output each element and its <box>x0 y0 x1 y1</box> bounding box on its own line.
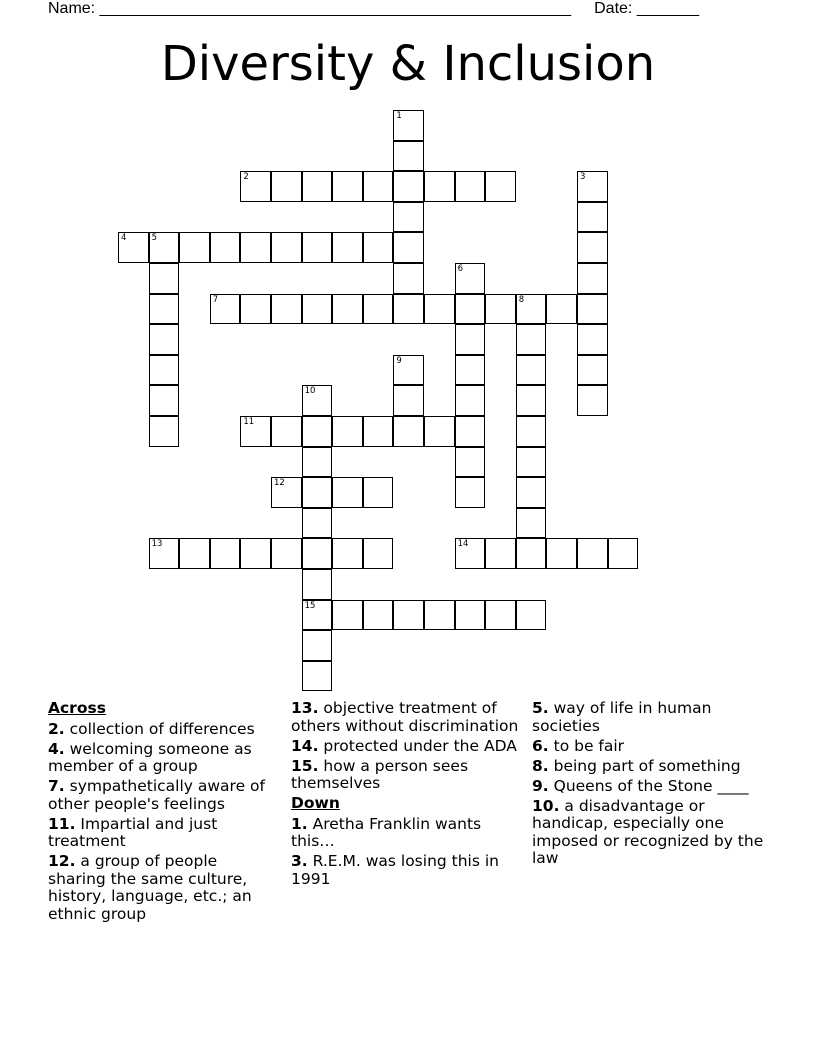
grid-cell[interactable] <box>577 355 608 386</box>
across-heading: Across <box>48 699 106 717</box>
grid-cell[interactable] <box>393 294 424 325</box>
clue-across-13: 13. objective treatment of others without discrimination <box>291 699 519 735</box>
grid-cell[interactable] <box>546 294 577 325</box>
grid-cell[interactable] <box>577 202 608 233</box>
grid-cell[interactable] <box>363 171 394 202</box>
grid-cell[interactable] <box>302 171 333 202</box>
grid-cell[interactable] <box>485 294 516 325</box>
grid-cell[interactable] <box>516 294 547 325</box>
grid-cell[interactable] <box>455 171 486 202</box>
grid-cell[interactable] <box>455 538 486 569</box>
grid-cell[interactable] <box>455 355 486 386</box>
grid-cell[interactable] <box>393 416 424 447</box>
clue-number: 7 <box>212 294 219 305</box>
grid-cell[interactable] <box>516 385 547 416</box>
grid-cell[interactable] <box>149 324 180 355</box>
grid-cell[interactable] <box>516 600 547 631</box>
grid-cell[interactable] <box>393 232 424 263</box>
grid-cell[interactable] <box>393 171 424 202</box>
grid-cell[interactable] <box>271 294 302 325</box>
clue-across-14: 14. protected under the ADA <box>291 736 517 755</box>
grid-cell[interactable] <box>363 538 394 569</box>
grid-cell[interactable] <box>516 477 547 508</box>
grid-cell[interactable] <box>302 569 333 600</box>
grid-cell[interactable] <box>577 294 608 325</box>
grid-cell[interactable] <box>302 538 333 569</box>
header-line <box>48 0 748 20</box>
grid-cell[interactable] <box>271 538 302 569</box>
grid-cell[interactable] <box>210 538 241 569</box>
grid-cell[interactable] <box>608 538 639 569</box>
grid-cell[interactable] <box>577 263 608 294</box>
name-field[interactable]: _____________________________________________________ <box>99 0 572 17</box>
grid-cell[interactable] <box>240 294 271 325</box>
grid-cell[interactable] <box>363 600 394 631</box>
grid-cell[interactable] <box>393 600 424 631</box>
clue-number: 13 <box>151 539 163 550</box>
grid-cell[interactable] <box>516 447 547 478</box>
grid-cell[interactable] <box>302 630 333 661</box>
clue-down-6: 6. to be fair <box>532 736 625 755</box>
grid-cell[interactable] <box>332 232 363 263</box>
grid-cell[interactable] <box>302 294 333 325</box>
grid-cell[interactable] <box>363 416 394 447</box>
grid-cell[interactable] <box>149 385 180 416</box>
grid-cell[interactable] <box>302 416 333 447</box>
grid-cell[interactable] <box>455 416 486 447</box>
grid-cell[interactable] <box>271 477 302 508</box>
clue-across-11: 11. Impartial and just treatment <box>48 814 218 850</box>
clue-number: 9 <box>396 355 402 366</box>
clue-number: 12 <box>274 478 285 489</box>
date-field[interactable]: _______ <box>636 0 700 17</box>
grid-cell[interactable] <box>179 538 210 569</box>
down-heading: Down <box>291 794 340 812</box>
grid-cell[interactable] <box>516 538 547 569</box>
clue-across-4: 4. welcoming someone as member of a group <box>48 739 252 775</box>
grid-cell[interactable] <box>455 324 486 355</box>
grid-cell[interactable] <box>302 661 333 692</box>
grid-cell[interactable] <box>455 294 486 325</box>
grid-cell[interactable] <box>516 508 547 539</box>
clue-down-9: 9. Queens of the Stone ____ <box>532 776 749 795</box>
clue-number: 11 <box>243 417 255 427</box>
grid-cell[interactable] <box>118 232 149 263</box>
grid-cell[interactable] <box>363 232 394 263</box>
grid-cell[interactable] <box>546 538 577 569</box>
clue-number: 10 <box>304 386 316 397</box>
grid-cell[interactable] <box>302 447 333 478</box>
grid-cell[interactable] <box>210 232 241 263</box>
clue-down-3: 3. R.E.M. was losing this in 1991 <box>291 852 499 888</box>
clue-column-1 <box>48 700 278 926</box>
grid-cell[interactable] <box>332 416 363 447</box>
grid-cell[interactable] <box>577 171 608 202</box>
grid-cell[interactable] <box>516 324 547 355</box>
clue-across-2: 2. collection of differences <box>48 719 255 738</box>
clue-number: 1 <box>396 111 402 121</box>
grid-cell[interactable] <box>332 477 363 508</box>
grid-cell[interactable] <box>240 416 271 447</box>
grid-cell[interactable] <box>577 324 608 355</box>
grid-cell[interactable] <box>455 385 486 416</box>
grid-cell[interactable] <box>302 600 333 631</box>
clue-column-3 <box>532 700 768 870</box>
grid-cell[interactable] <box>240 171 271 202</box>
grid-cell[interactable] <box>332 294 363 325</box>
clue-down-8: 8. being part of something <box>532 756 741 775</box>
grid-cell[interactable] <box>424 294 455 325</box>
grid-cell[interactable] <box>577 385 608 416</box>
grid-cell[interactable] <box>271 232 302 263</box>
clue-number: 3 <box>580 172 586 183</box>
grid-cell[interactable] <box>332 600 363 631</box>
clue-down-10: 10. a disadvantage or handicap, especially one imposed or recognized by the law <box>532 796 764 867</box>
grid-cell[interactable] <box>271 171 302 202</box>
grid-cell[interactable] <box>393 263 424 294</box>
grid-cell[interactable] <box>393 385 424 416</box>
grid-cell[interactable] <box>393 355 424 386</box>
grid-cell[interactable] <box>271 416 302 447</box>
grid-cell[interactable] <box>485 600 516 631</box>
clue-number: 15 <box>304 600 316 611</box>
grid-cell[interactable] <box>363 477 394 508</box>
grid-cell[interactable] <box>302 232 333 263</box>
clue-number: 5 <box>151 233 158 244</box>
grid-cell[interactable] <box>363 294 394 325</box>
grid-cell[interactable] <box>516 416 547 447</box>
clue-number: 6 <box>457 264 464 274</box>
grid-cell[interactable] <box>302 477 333 508</box>
grid-cell[interactable] <box>455 477 486 508</box>
grid-cell[interactable] <box>149 232 180 263</box>
clue-down-1: 1. Aretha Franklin wants this… <box>291 814 482 850</box>
grid-cell[interactable] <box>424 600 455 631</box>
grid-cell[interactable] <box>577 232 608 263</box>
grid-cell[interactable] <box>577 538 608 569</box>
grid-cell[interactable] <box>455 600 486 631</box>
grid-cell[interactable] <box>149 416 180 447</box>
grid-cell[interactable] <box>455 447 486 478</box>
grid-cell[interactable] <box>485 538 516 569</box>
grid-cell[interactable] <box>424 171 455 202</box>
page-title: Diversity & Inclusion <box>160 36 656 92</box>
grid-cell[interactable] <box>393 202 424 233</box>
name-label: Name: <box>48 0 96 17</box>
clue-number: 4 <box>121 233 127 244</box>
clue-down-5: 5. way of life in human societies <box>532 699 712 735</box>
grid-cell[interactable] <box>516 355 547 386</box>
grid-cell[interactable] <box>149 538 180 569</box>
grid-cell[interactable] <box>302 508 333 539</box>
grid-cell[interactable] <box>393 110 424 141</box>
clue-number: 2 <box>243 172 249 183</box>
grid-cell[interactable] <box>332 171 363 202</box>
grid-cell[interactable] <box>485 171 516 202</box>
grid-cell[interactable] <box>149 263 180 294</box>
grid-cell[interactable] <box>149 355 180 386</box>
date-label: Date: <box>594 0 633 17</box>
clue-across-7: 7. sympathetically aware of other people's feelings <box>48 777 265 813</box>
grid-cell[interactable] <box>240 538 271 569</box>
clue-across-12: 12. a group of people sharing the same culture, history, language, etc.; an ethnic group <box>48 852 252 923</box>
clue-number: 14 <box>457 539 469 550</box>
grid-cell[interactable] <box>332 538 363 569</box>
grid-cell[interactable] <box>424 416 455 447</box>
clue-number: 8 <box>518 294 525 305</box>
clue-across-15: 15. how a person sees themselves <box>291 756 469 792</box>
grid-cell[interactable] <box>302 385 333 416</box>
grid-cell[interactable] <box>240 232 271 263</box>
clue-column-2 <box>291 700 521 891</box>
grid-cell[interactable] <box>149 294 180 325</box>
grid-cell[interactable] <box>393 141 424 172</box>
grid-cell[interactable] <box>179 232 210 263</box>
grid-cell[interactable] <box>455 263 486 294</box>
grid-cell[interactable] <box>210 294 241 325</box>
